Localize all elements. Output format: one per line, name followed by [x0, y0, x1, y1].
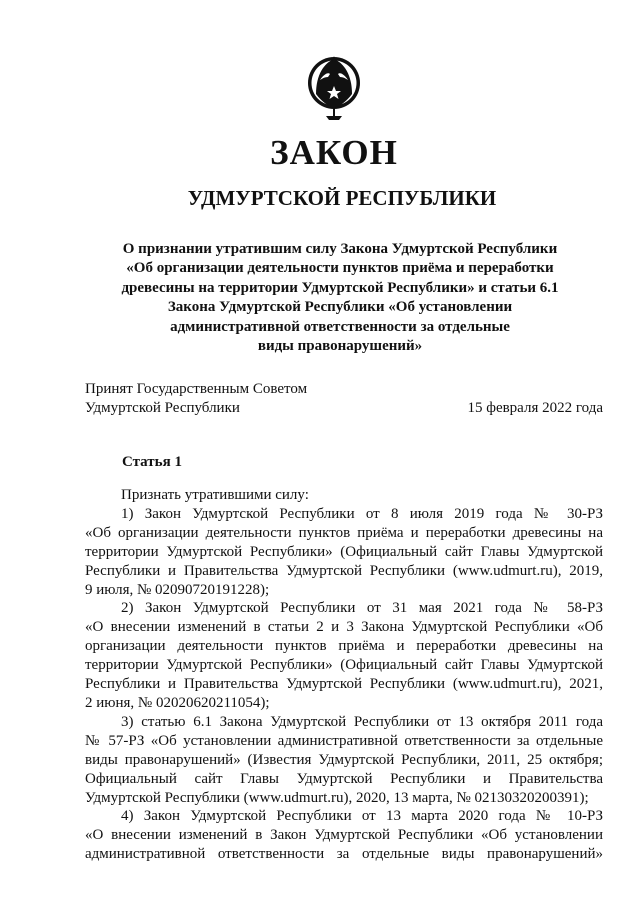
article-text-line: «О внесении изменений в статьи 2 и 3 Закона Удмуртской Республики «Об: [85, 619, 603, 636]
article-text-line: территории Удмуртской Республики» (Официальный сайт Главы Удмуртской: [85, 657, 603, 674]
article-text-line: «О внесении изменений в Закон Удмуртской Республики «Об установлении: [85, 827, 603, 844]
subject-line: «Об организации деятельности пунктов приёма и переработки: [126, 260, 554, 277]
article-text-line: Республики и Правительства Удмуртской Республики (www.udmurt.ru), 2019,: [85, 562, 603, 579]
article-text-line: 2) Закон Удмуртской Республики от 31 мая 2021 года № 58-РЗ: [121, 600, 603, 617]
adopted-by-line: Принят Государственным Советом: [85, 381, 308, 397]
article-text-line: Удмуртской Республики (www.udmurt.ru), 2020, 13 марта, № 02130320200391);: [85, 789, 589, 806]
article-text-line: Официальный сайт Главы Удмуртской Республики и Правительства: [85, 770, 603, 787]
udmurt-coat-of-arms-icon: [306, 50, 362, 122]
adopted-by-line: Удмуртской Республики: [85, 400, 240, 416]
subject-line: Закона Удмуртской Республики «Об установлении: [167, 299, 513, 316]
law-subject: [100, 240, 580, 356]
article-text-line: территории Удмуртской Республики» (Официальный сайт Главы Удмуртской: [85, 543, 603, 560]
article-text-line: 2 июня, № 02020620211054);: [85, 694, 270, 711]
law-subtitle: УДМУРТСКОЙ РЕСПУБЛИКИ: [187, 186, 497, 210]
subject-line: административной ответственности за отдельные: [170, 318, 510, 335]
article-text-line: 4) Закон Удмуртской Республики от 13 марта 2020 года № 10-РЗ: [121, 808, 603, 825]
adoption-block: [85, 380, 603, 418]
article-text-line: 1) Закон Удмуртской Республики от 8 июля 2019 года № 30-РЗ: [121, 505, 603, 522]
article-text-line: 9 июля, № 02090720191228);: [85, 581, 270, 598]
subject-line: виды правонарушений»: [257, 338, 423, 355]
subject-line: О признании утратившим силу Закона Удмуртской Республики: [122, 241, 558, 257]
article-heading: Статья 1: [122, 454, 182, 470]
article-text-line: организации деятельности пунктов приёма и переработки древесины на: [85, 638, 603, 655]
article-text-line: 3) статью 6.1 Закона Удмуртской Республики от 13 октября 2011 года: [121, 713, 603, 730]
article-text-line: виды правонарушений» (Известия Удмуртской Республики, 2011, 25 октября;: [85, 751, 603, 768]
law-title: ЗАКОН: [270, 133, 398, 172]
article-text-line: Республики и Правительства Удмуртской Республики (www.udmurt.ru), 2021,: [85, 676, 603, 693]
article-text-line: административной ответственности за отдельные виды правонарушений»: [85, 846, 603, 863]
article-text-line: № 57-РЗ «Об установлении административной ответственности за отдельные: [85, 732, 603, 749]
article-text-line: «Об организации деятельности пунктов приёма и переработки древесины на: [85, 524, 603, 541]
subject-line: древесины на территории Удмуртской Республики» и статьи 6.1: [121, 279, 559, 296]
article-body: [85, 486, 603, 864]
article-text: [85, 505, 603, 864]
article-intro: Признать утратившими силу:: [121, 487, 309, 503]
adoption-date: 15 февраля 2022 года: [467, 400, 603, 416]
